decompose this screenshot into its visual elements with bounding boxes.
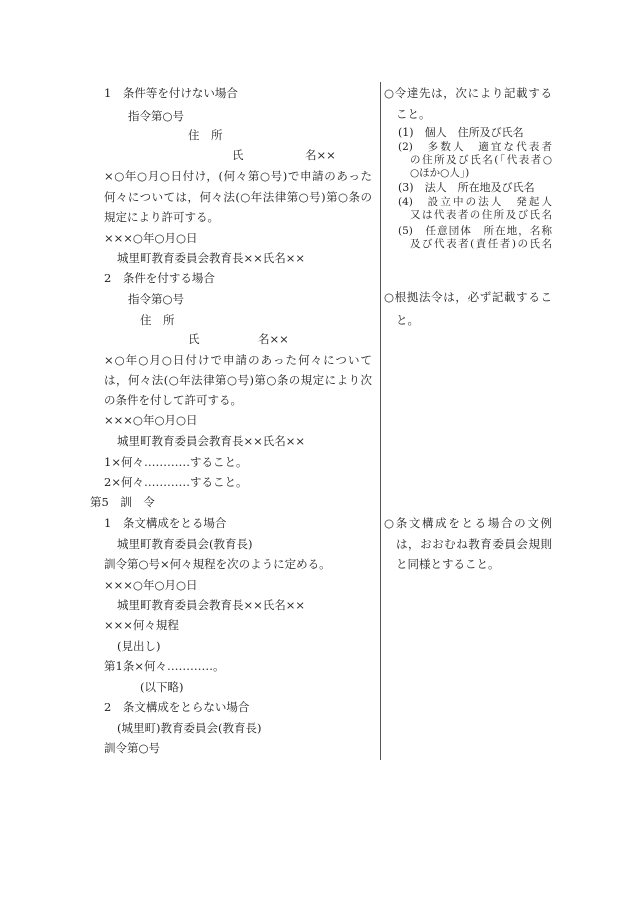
regulation-title: ×××何々規程	[104, 618, 179, 632]
note-text: ○条文構成をとる場合の文例	[384, 516, 552, 530]
note-text: こと。	[396, 107, 431, 121]
signature-line: 城里町教育委員会教育長××氏名××	[117, 598, 306, 612]
section-heading: 1 条文構成をとる場合	[104, 516, 227, 530]
body-text: 規定により許可する。	[104, 210, 219, 224]
body-text: 何々については，何々法(○年法律第○号)第○条の	[104, 190, 372, 204]
note-list-item: ○ほか○人」)	[410, 167, 470, 179]
note-text: と。	[396, 313, 419, 327]
note-list-item: (2) 多数人 適宜な代表者	[398, 141, 552, 153]
issuer-line: 城里町教育委員会(教育長)	[117, 537, 253, 551]
document-number: 訓令第○号	[104, 741, 161, 755]
section-heading: 2 条文構成をとらない場合	[104, 700, 250, 714]
chapter-heading: 第5 訓 令	[90, 495, 155, 509]
note-text: ○根拠法令は，必ず記載するこ	[384, 290, 552, 304]
note-text: と同様とすること。	[396, 557, 500, 571]
article-caption: (見出し)	[117, 639, 161, 653]
section-heading: 1 条件等を付けない場合	[104, 86, 238, 100]
condition-item: 2×何々…………すること。	[104, 475, 248, 489]
body-text: ×○年○月○日付け，(何々第○号)で申請のあった	[104, 169, 372, 183]
address-label: 住 所	[140, 313, 175, 327]
name-label-family: 氏	[232, 148, 244, 162]
note-text: は，おおむね教育委員会規則	[396, 537, 552, 551]
note-list-item: 又は代表者の住所及び氏名	[410, 209, 552, 221]
issuer-line: (城里町)教育委員会(教育長)	[117, 721, 262, 735]
note-text: ○令達先は，次により記載する	[384, 86, 552, 100]
note-list-item: (4) 設立中の法人 発起人	[398, 196, 552, 208]
body-text: の条件を付して許可する。	[104, 393, 242, 407]
signature-line: 城里町教育委員会教育長××氏名××	[117, 251, 306, 265]
condition-item: 1×何々…………すること。	[104, 455, 248, 469]
note-list-item: の住所及び氏名(「代表者○	[410, 154, 552, 166]
omission-note: (以下略)	[140, 680, 184, 694]
name-label-family: 氏	[188, 332, 200, 346]
note-list-item: (1) 個人 住所及び氏名	[398, 126, 524, 139]
body-text: 訓令第○号×何々規程を次のように定める。	[104, 557, 331, 571]
document-number: 指令第○号	[128, 109, 185, 123]
name-label-given: 名××	[258, 332, 289, 346]
date-line: ×××○年○月○日	[104, 231, 198, 245]
address-label: 住 所	[188, 128, 223, 142]
signature-line: 城里町教育委員会教育長××氏名××	[117, 434, 306, 448]
date-line: ×××○年○月○日	[104, 578, 198, 592]
note-list-item: (3) 法人 所在地及び氏名	[398, 181, 535, 194]
document-number: 指令第○号	[128, 292, 185, 306]
note-list-item: (5) 任意団体 所在地，名称	[398, 225, 552, 237]
column-divider	[380, 82, 381, 760]
section-heading: 2 条件を付する場合	[104, 271, 215, 285]
date-line: ×××○年○月○日	[104, 413, 198, 427]
article-text: 第1条×何々…………。	[104, 659, 225, 673]
body-text: は，何々法(○年法律第○号)第○条の規定により次	[104, 373, 372, 387]
note-list-item: 及び代表者(責任者)の氏名	[410, 238, 552, 250]
name-label-given: 名××	[305, 148, 336, 162]
body-text: ×○年○月○日付けで申請のあった何々について	[104, 353, 372, 367]
